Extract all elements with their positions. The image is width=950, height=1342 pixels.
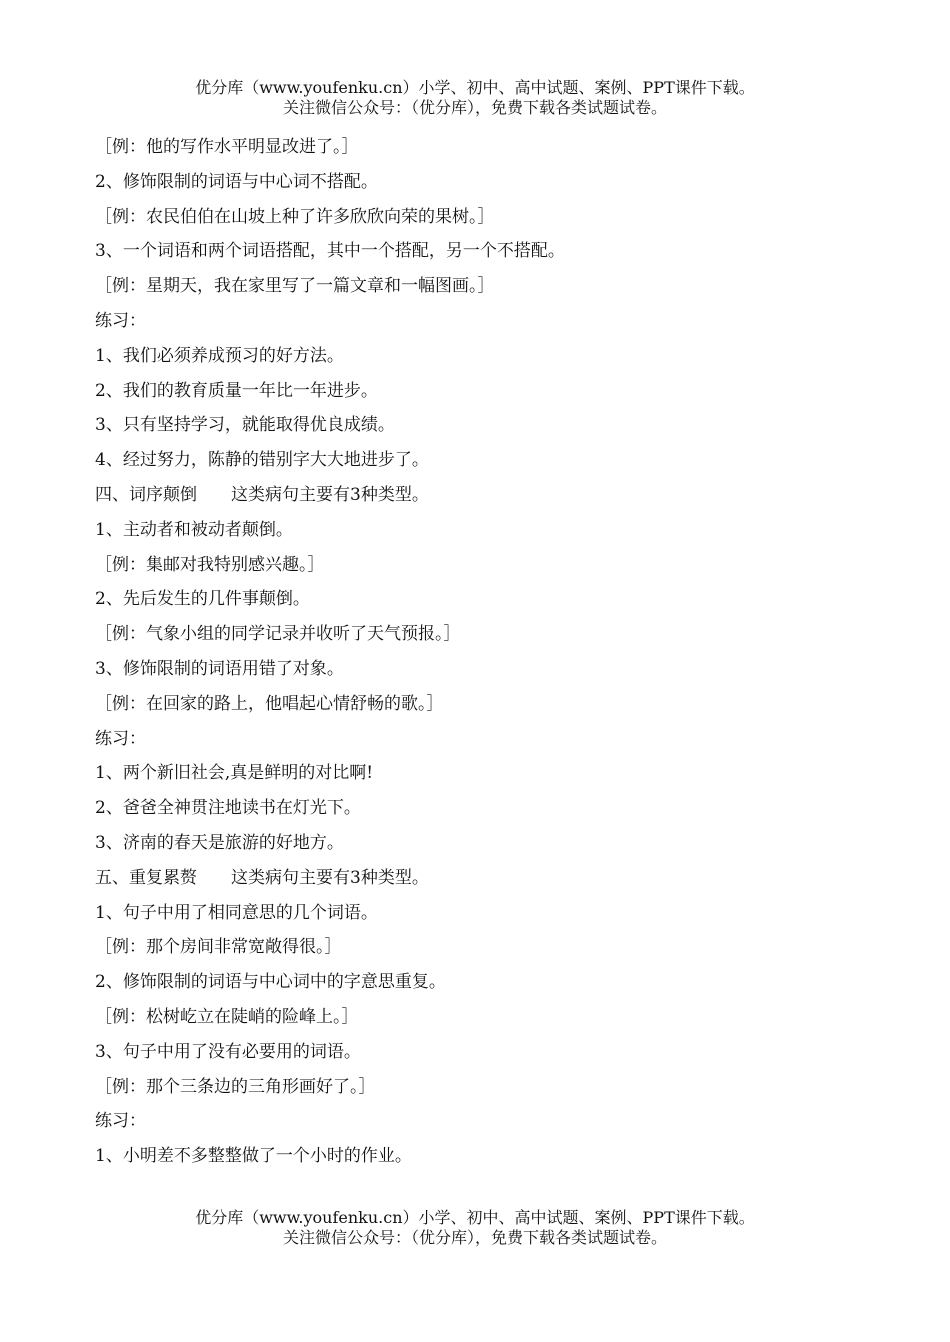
type-line: 3、一个词语和两个词语搭配，其中一个搭配，另一个不搭配。 <box>95 241 565 262</box>
document-body <box>95 134 875 1178</box>
exercise-item: 3、只有坚持学习，就能取得优良成绩。 <box>95 415 395 436</box>
example-line: ［例：他的写作水平明显改进了。］ <box>95 137 359 157</box>
example-line: ［例：星期天，我在家里写了一篇文章和一幅图画。］ <box>95 276 495 297</box>
exercise-item: 2、我们的教育质量一年比一年进步。 <box>95 380 378 401</box>
exercise-item: 3、济南的春天是旅游的好地方。 <box>95 832 344 853</box>
exercise-item: 1、我们必须养成预习的好方法。 <box>95 345 344 366</box>
exercise-item: 2、爸爸全神贯注地读书在灯光下。 <box>95 798 361 819</box>
example-line: ［例：集邮对我特别感兴趣。］ <box>95 554 325 575</box>
example-line: ［例：松树屹立在陡峭的险峰上。］ <box>95 1006 359 1027</box>
footer-site-line: 优分库（www.youfenku.cn）小学、初中、高中试题、案例、PPT课件下载。 <box>195 1208 755 1227</box>
type-line: 1、主动者和被动者颠倒。 <box>95 519 293 540</box>
header-site-line: 优分库（www.youfenku.cn）小学、初中、高中试题、案例、PPT课件下载。 <box>195 78 755 97</box>
exercise-item: 1、小明差不多整整做了一个小时的作业。 <box>95 1146 412 1167</box>
exercise-heading: 练习： <box>95 1111 146 1132</box>
section-heading: 四、词序颠倒 这类病句主要有3种类型。 <box>95 484 429 505</box>
type-line: 3、句子中用了没有必要用的词语。 <box>95 1041 361 1062</box>
example-line: ［例：那个三条边的三角形画好了。］ <box>95 1076 376 1097</box>
section-heading: 五、重复累赘 这类病句主要有3种类型。 <box>95 867 429 888</box>
exercise-heading: 练习： <box>95 728 146 749</box>
example-line: ［例：气象小组的同学记录并收听了天气预报。］ <box>95 624 461 645</box>
example-line: ［例：农民伯伯在山坡上种了许多欣欣向荣的果树。］ <box>95 206 495 227</box>
type-line: 2、修饰限制的词语与中心词不搭配。 <box>95 171 378 192</box>
type-line: 2、先后发生的几件事颠倒。 <box>95 589 310 610</box>
type-line: 2、修饰限制的词语与中心词中的字意思重复。 <box>95 972 446 993</box>
footer-wechat-line: 关注微信公众号：（优分库），免费下载各类试题试卷。 <box>282 1228 667 1247</box>
exercise-item: 1、两个新旧社会,真是鲜明的对比啊! <box>95 763 374 784</box>
page-header <box>0 78 950 118</box>
example-line: ［例：在回家的路上，他唱起心情舒畅的歌。］ <box>95 693 444 714</box>
example-line: ［例：那个房间非常宽敞得很。］ <box>95 937 342 958</box>
type-line: 3、修饰限制的词语用错了对象。 <box>95 658 344 679</box>
header-wechat-line: 关注微信公众号：（优分库），免费下载各类试题试卷。 <box>282 98 667 117</box>
exercise-heading: 练习： <box>95 310 146 331</box>
type-line: 1、句子中用了相同意思的几个词语。 <box>95 902 378 923</box>
page-footer <box>0 1208 950 1248</box>
exercise-item: 4、经过努力，陈静的错别字大大地进步了。 <box>95 450 429 471</box>
